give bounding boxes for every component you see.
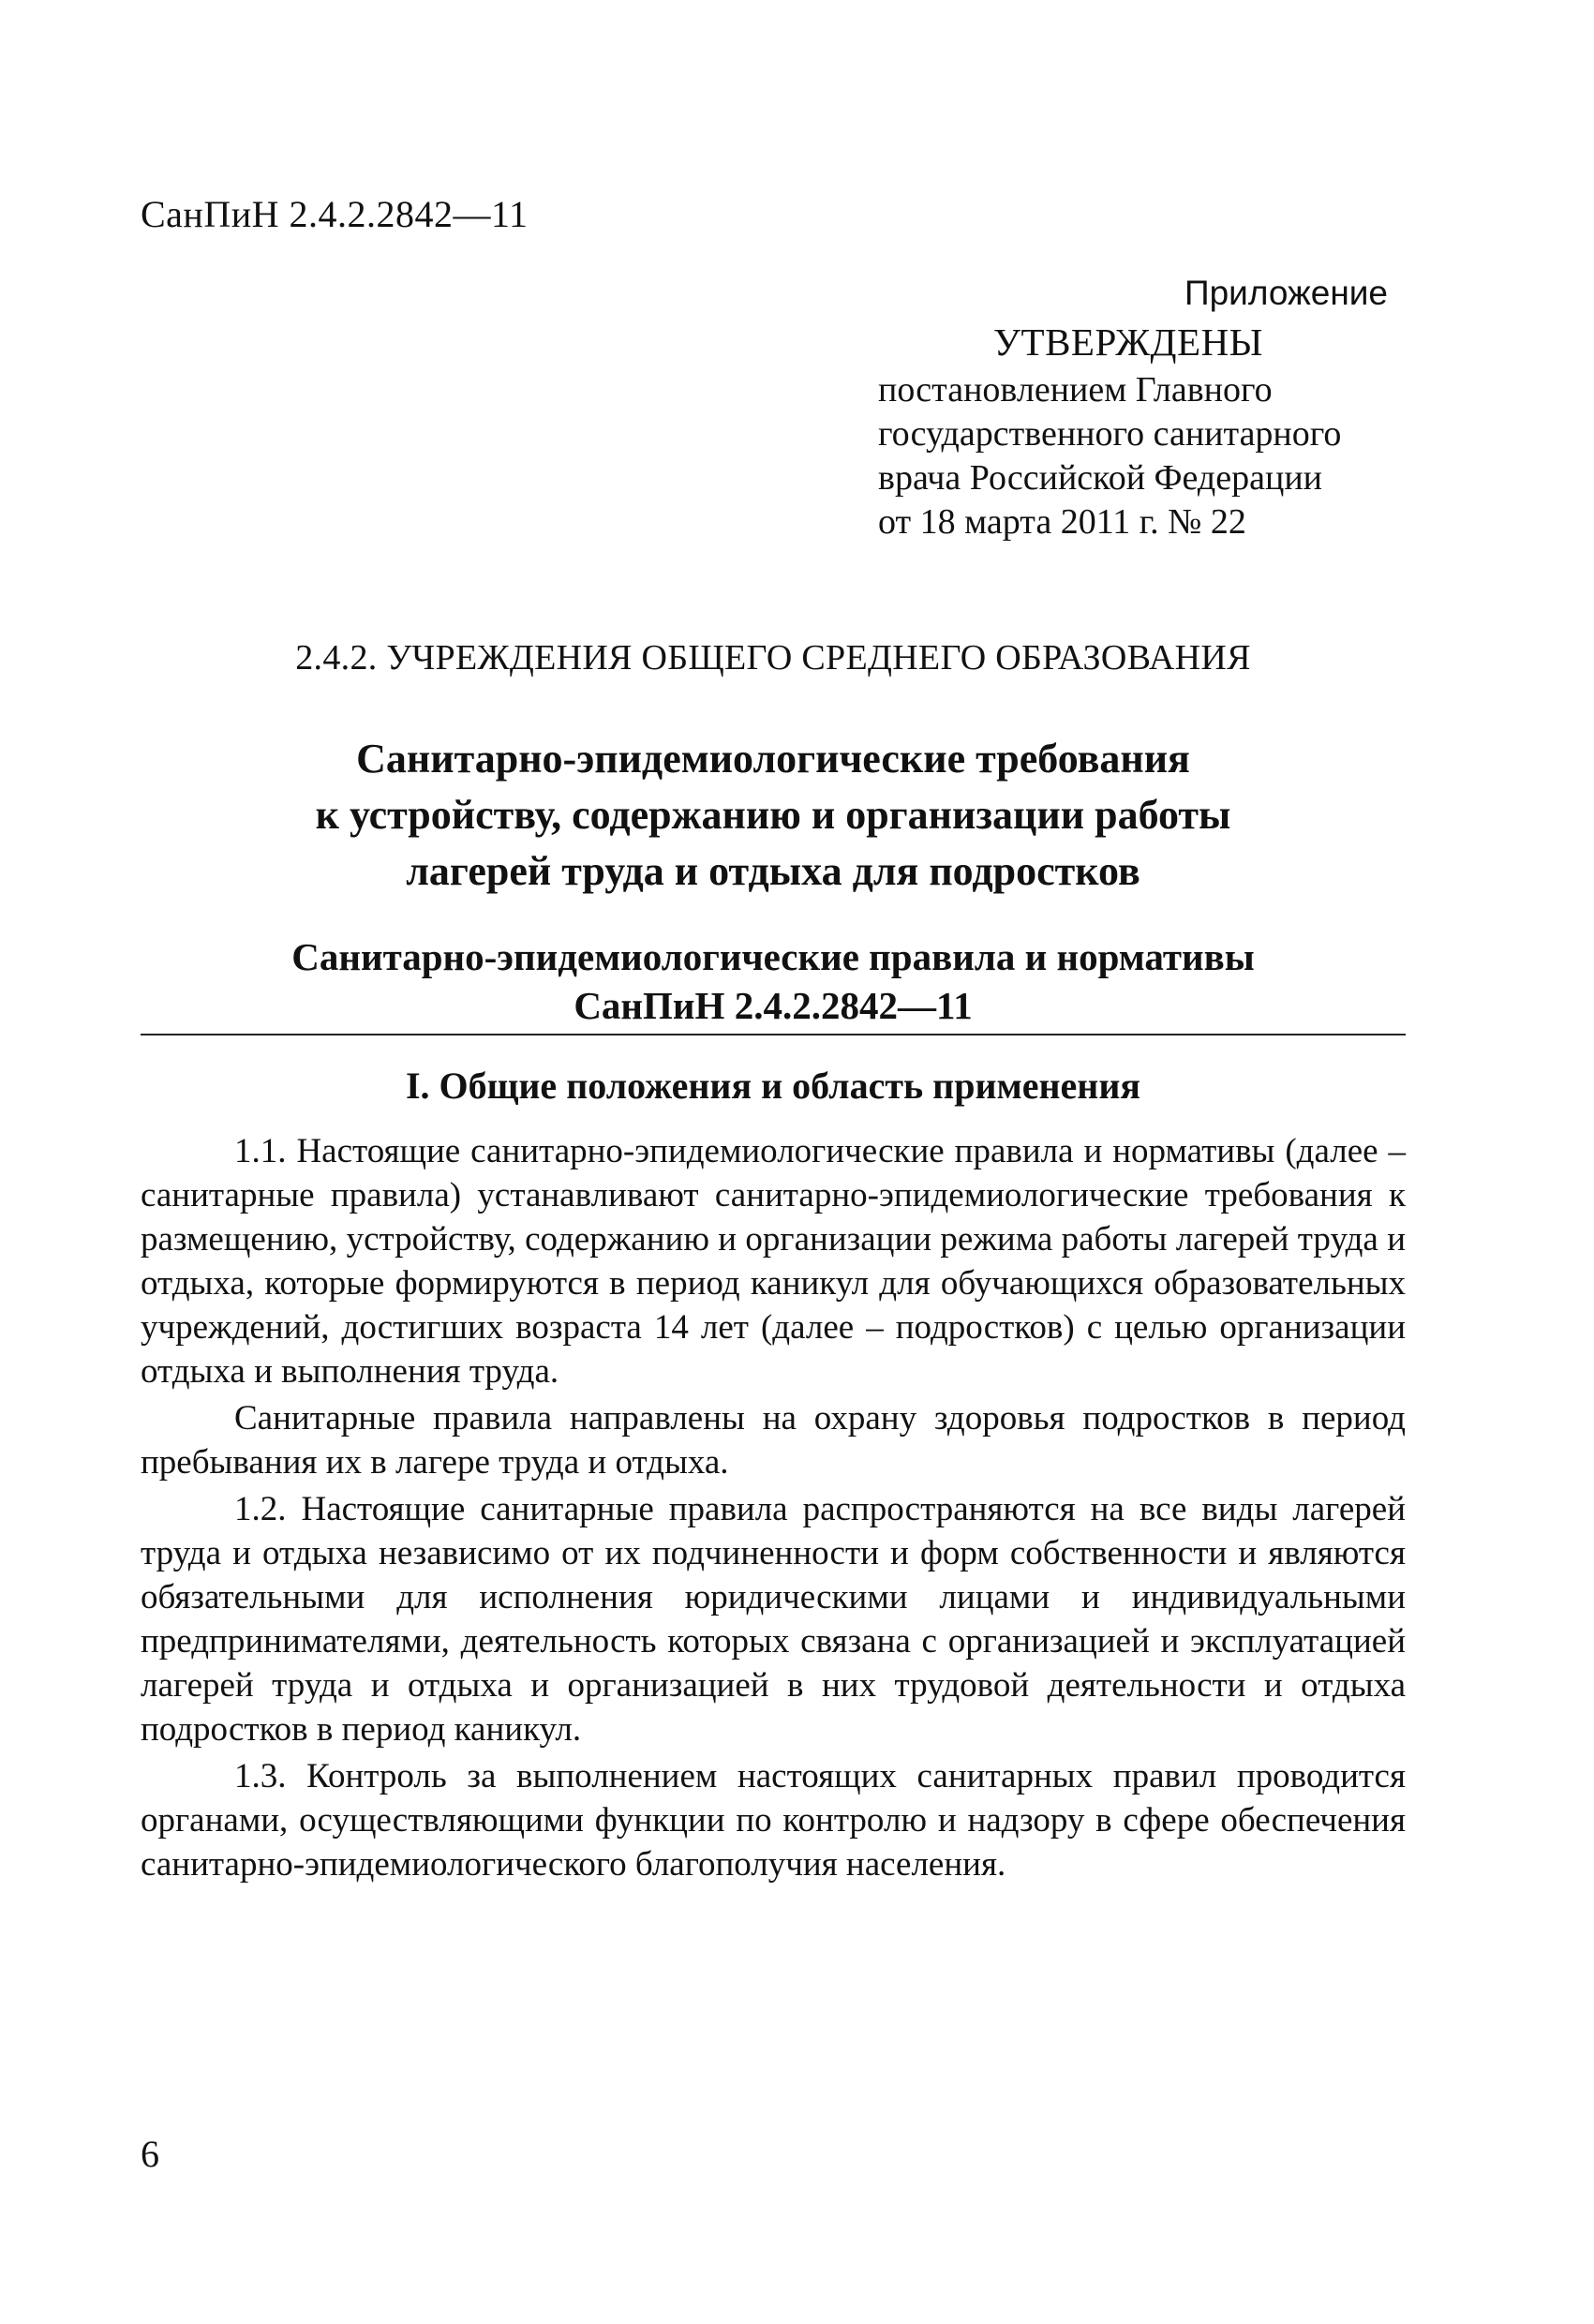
title-line: к устройству, содержанию и организации работы — [315, 792, 1231, 838]
subtitle-line: Санитарно-эпидемиологические правила и нормативы — [291, 935, 1255, 978]
horizontal-rule — [141, 1034, 1406, 1035]
appendix-label: Приложение — [1184, 274, 1388, 312]
approval-block — [878, 320, 1403, 544]
body-text — [141, 1129, 1406, 1889]
paragraph-1-1: 1.1. Настоящие санитарно-эпидемиологические правила и нормативы (далее – санитарные правила) устанавливают санитарно-эпидемиологические требования к размещению, устройству, содержанию и организации режима работы лагерей труда и отдыха, которые формируются в период каникул для обучающихся образовательных учреждений, достигших возраста 14 лет (далее – подростков) с целью организации отдыха и выполнения труда. — [141, 1132, 1406, 1391]
section-code-heading: 2.4.2. УЧРЕЖДЕНИЯ ОБЩЕГО СРЕДНЕГО ОБРАЗОВАНИЯ — [295, 638, 1251, 678]
page-number: 6 — [141, 2133, 159, 2175]
paragraph-1-2: 1.2. Настоящие санитарные правила распространяются на все виды лагерей труда и отдыха независимо от их подчиненности и форм собственности и являются обязательными для исполнения юридическими лицами и индивидуальными предпринимателями, деятельность которых связана с организацией и эксплуатацией лагерей труда и отдыха и организацией в них трудовой деятельности и отдыха подростков в период каникул. — [141, 1490, 1406, 1749]
title-line: лагерей труда и отдыха для подростков — [406, 848, 1140, 894]
approval-line: от 18 марта 2011 г. № 22 — [878, 502, 1246, 542]
subtitle-line: СанПиН 2.4.2.2842—11 — [574, 984, 973, 1027]
paragraph-1-3: 1.3. Контроль за выполнением настоящих санитарных правил проводится органами, осуществляющими функции по контролю и надзору в сфере обеспечения санитарно-эпидемиологического благополучия населения. — [141, 1757, 1406, 1884]
document-subtitle — [141, 932, 1406, 1030]
approval-line: постановлением Главного — [878, 370, 1273, 410]
paragraph-1-1-cont: Санитарные правила направлены на охрану здоровья подростков в период пребывания их в лагере труда и отдыха. — [141, 1399, 1406, 1482]
approval-line: врача Российской Федерации — [878, 458, 1322, 498]
section-heading: I. Общие положения и область применения — [405, 1065, 1141, 1107]
document-title — [141, 731, 1406, 900]
approved-word: УТВЕРЖДЕНЫ — [993, 320, 1263, 364]
approval-line: государственного санитарного — [878, 414, 1342, 454]
document-code-header: СанПиН 2.4.2.2842—11 — [141, 193, 529, 235]
title-line: Санитарно-эпидемиологические требования — [356, 736, 1190, 782]
